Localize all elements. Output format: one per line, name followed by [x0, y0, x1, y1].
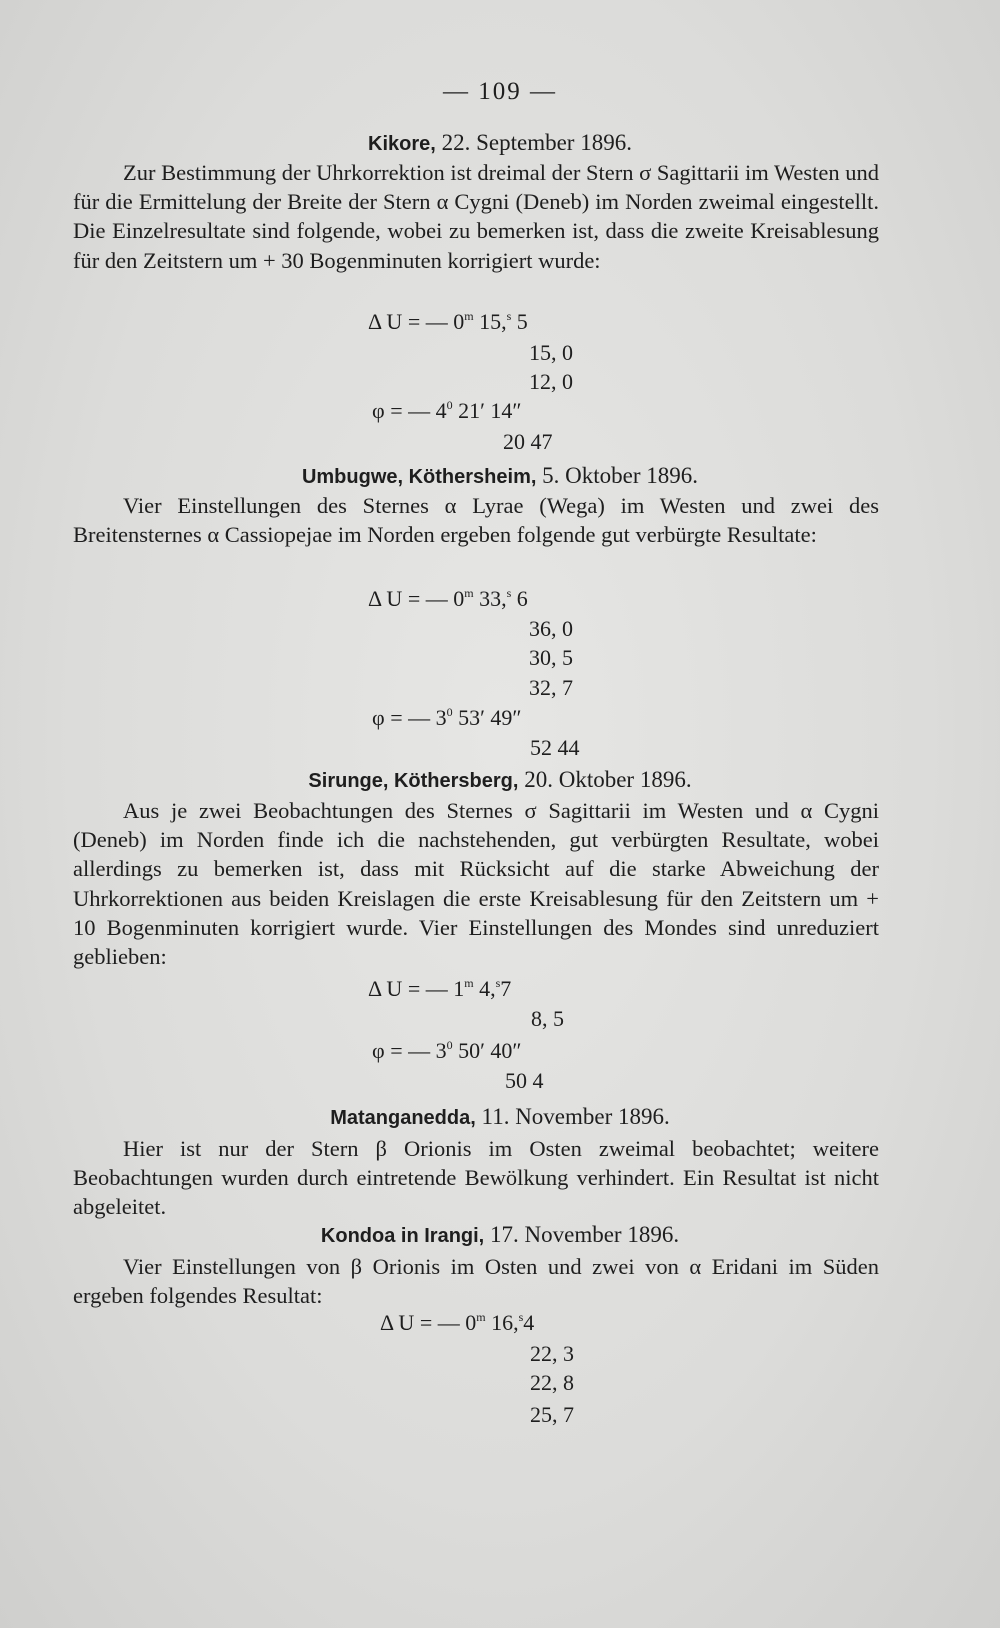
result-phi-row: 20 47: [503, 429, 553, 454]
result-du-row: 30, 5: [529, 645, 573, 670]
result-du-row: Δ U = — 0$^m$ 16,$^s$4: [380, 1310, 535, 1335]
result-du-row: 25, 7: [530, 1402, 574, 1427]
place-name: Matanganedda,: [330, 1107, 476, 1129]
paragraph-kikore: Zur Bestimmung der Uhrkorrektion ist dreimal der Stern σ Sagittarii im Westen und für die Ermittelung der Breite der Stern α Cygni (Deneb) im Norden zweimal eingestellt. Die Einzelresultate sind folgende, wobei zu bemerken ist, dass die zweite Kreisablesung für den Zeitstern um + 30 Bogenminuten korrigiert wurde:: [73, 160, 880, 273]
paragraph-umbugwe: Vier Einstellungen des Sternes α Lyrae (Wega) im Westen und zwei des Breitensternes α Cassiopejae im Norden ergeben folgende gut verbürgte Resultate:: [73, 493, 879, 548]
section-heading-umbugwe: [0, 463, 1000, 489]
result-du-row: 8, 5: [531, 1006, 564, 1031]
result-du-row: 32, 7: [529, 675, 573, 700]
result-du-row: Δ U = — 0$^m$ 33,$^s$ 6: [368, 586, 528, 611]
place-name: Kondoa in Irangi,: [320, 1225, 485, 1247]
result-phi-row: 52 44: [530, 735, 580, 760]
result-du-row: Δ U = — 1$^m$ 4,$^s$7: [368, 976, 512, 1001]
section-heading-matanganedda: [0, 1104, 1000, 1130]
result-phi-row: 50 4: [505, 1068, 544, 1093]
paragraph-matanganedda: Hier ist nur der Stern β Orionis im Osten zweimal beobachtet; weitere Beobachtungen wurden durch eintretende Bewölkung verhindert. Ein Resultat ist nicht abgeleitet.: [73, 1136, 879, 1220]
result-du-row: 12, 0: [529, 369, 573, 394]
result-du-row: 36, 0: [529, 616, 573, 641]
heading-date: 22. September 1896.: [441, 130, 632, 155]
result-phi-row: φ = — $3^0$ 53′ 49″: [372, 705, 522, 730]
heading-date: 5. Oktober 1896.: [542, 463, 699, 488]
section-heading-sirunge: [0, 767, 1000, 793]
result-du-row: 22, 3: [530, 1341, 574, 1366]
page-number: — 109 —: [443, 78, 557, 105]
paragraph-sirunge: Aus je zwei Beobachtungen des Sternes σ Sagittarii im Westen und α Cygni (Deneb) im Norden finde ich die nachstehenden, gut verbürgten Resultate, wobei allerdings zu bemerken ist, dass mit Rücksicht auf die starke Abweichung der Uhrkorrektionen aus beiden Kreislagen die erste Kreisablesung für den Zeitstern um + 10 Bogenminuten korrigiert wurde. Vier Einstellungen des Mondes sind unreduziert geblieben:: [73, 798, 879, 970]
place-name: Kikore,: [368, 133, 436, 155]
section-heading-kikore: [0, 130, 1000, 156]
result-du-row: Δ U = — 0$^m$ 15,$^s$ 5: [368, 309, 528, 334]
result-phi-row: φ = — $4^0$ 21′ 14″: [372, 398, 522, 423]
section-heading-kondoa: [0, 1222, 1000, 1248]
result-phi-row: φ = — $3^0$ 50′ 40″: [372, 1038, 522, 1063]
place-name: Umbugwe, Köthersheim,: [301, 466, 537, 488]
paragraph-kondoa: Vier Einstellungen von β Orionis im Osten und zwei von α Eridani im Süden ergeben folgendes Resultat:: [73, 1254, 879, 1309]
heading-date: 17. November 1896.: [490, 1222, 680, 1247]
heading-date: 20. Oktober 1896.: [524, 767, 692, 792]
place-name: Sirunge, Köthersberg,: [308, 770, 519, 792]
result-du-row: 22, 8: [530, 1370, 574, 1395]
heading-date: 11. November 1896.: [481, 1104, 670, 1129]
result-du-row: 15, 0: [529, 340, 573, 365]
